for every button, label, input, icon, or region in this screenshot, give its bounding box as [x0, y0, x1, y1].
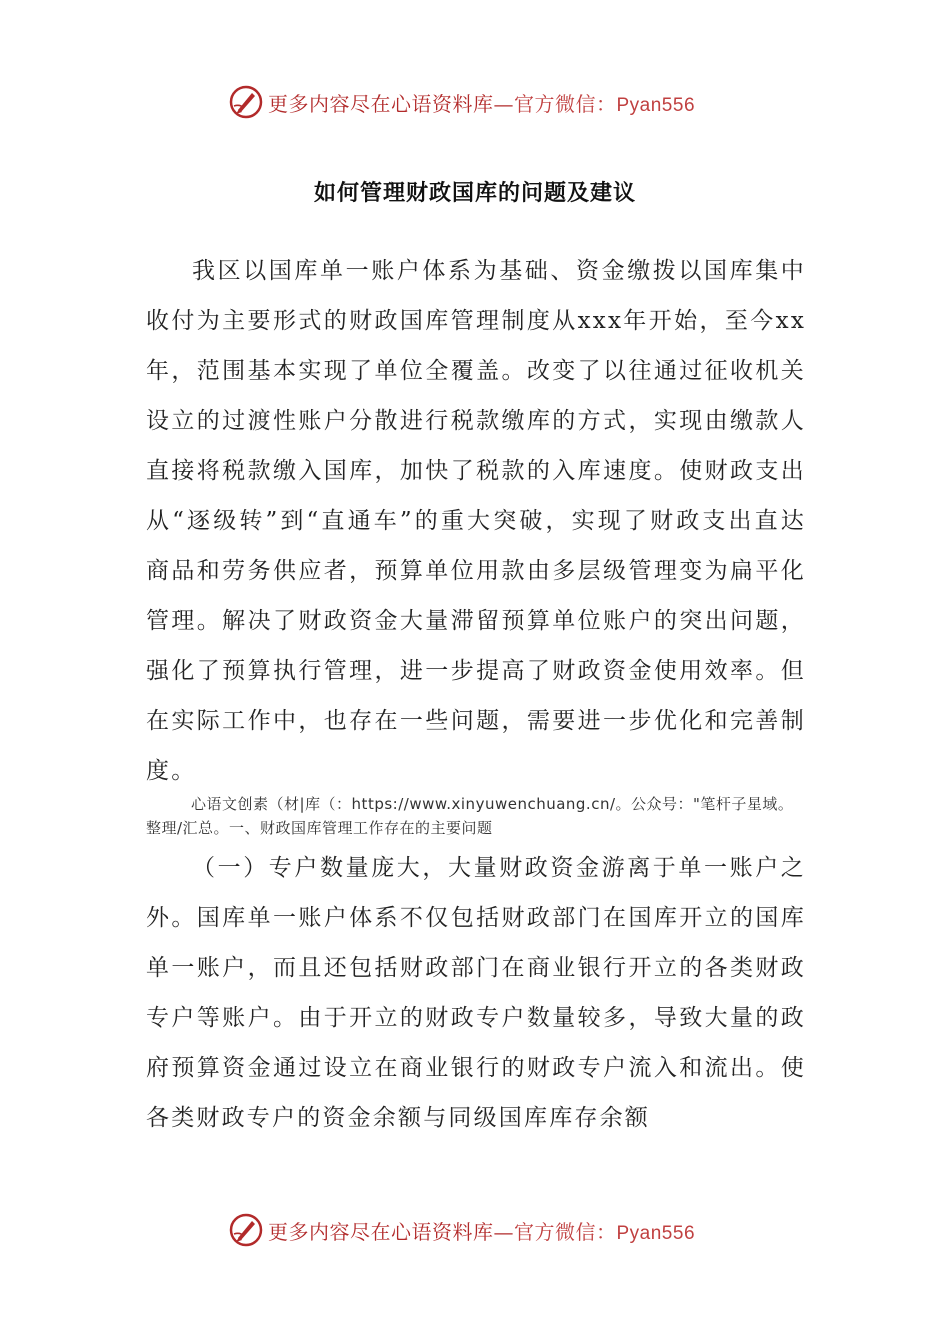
- banner-wechat-id: Pyan556: [616, 1222, 696, 1244]
- banner-brand: 更多内容尽在心语资料库: [268, 91, 494, 116]
- banner-wechat-id: Pyan556: [616, 94, 696, 116]
- document-title: 如何管理财政国库的问题及建议: [313, 181, 636, 206]
- footer-banner: [228, 1210, 695, 1250]
- banner-separator: —: [493, 1219, 514, 1244]
- banner-separator: —: [493, 91, 514, 116]
- banner-wechat-label: 官方微信：: [514, 1219, 617, 1244]
- banner-brand: 更多内容尽在心语资料库: [268, 1219, 494, 1244]
- source-note: 心语文创素（材|库（：https://www.xinyuwenchuang.cn/。公众号："笔杆子星域。整理/汇总。一、财政国库管理工作存在的主要问题: [146, 795, 794, 837]
- section-paragraph: （一）专户数量庞大，大量财政资金游离于单一账户之外。国库单一账户体系不仅包括财政部门在国库开立的国库单一账户，而且还包括财政部门在商业银行开立的各类财政专户等账户。由于开立的财政专户数量较多，导致大量的政府预算资金通过设立在商业银行的财政专户流入和流出。使各类财政专户的资金余额与同级国库库存余额: [146, 855, 806, 1131]
- banner-text: [268, 88, 695, 117]
- pen-logo-icon: [228, 1212, 264, 1248]
- intro-paragraph: 我区以国库单一账户体系为基础、资金缴拨以国库集中收付为主要形式的财政国库管理制度从xxx年开始，至今xx年，范围基本实现了单位全覆盖。改变了以往通过征收机关设立的过渡性账户分散进行税款缴库的方式，实现由缴款人直接将税款缴入国库，加快了税款的入库速度。使财政支出从“逐级转”到“直通车”的重大突破，实现了财政支出直达商品和劳务供应者，预算单位用款由多层级管理变为扁平化管理。解决了财政资金大量滞留预算单位账户的突出问题，强化了预算执行管理，进一步提高了财政资金使用效率。但在实际工作中，也存在一些问题，需要进一步优化和完善制度。: [146, 258, 806, 784]
- banner-text: [268, 1216, 695, 1245]
- header-banner: [228, 82, 695, 122]
- pen-logo-icon: [228, 84, 264, 120]
- banner-wechat-label: 官方微信：: [514, 91, 617, 116]
